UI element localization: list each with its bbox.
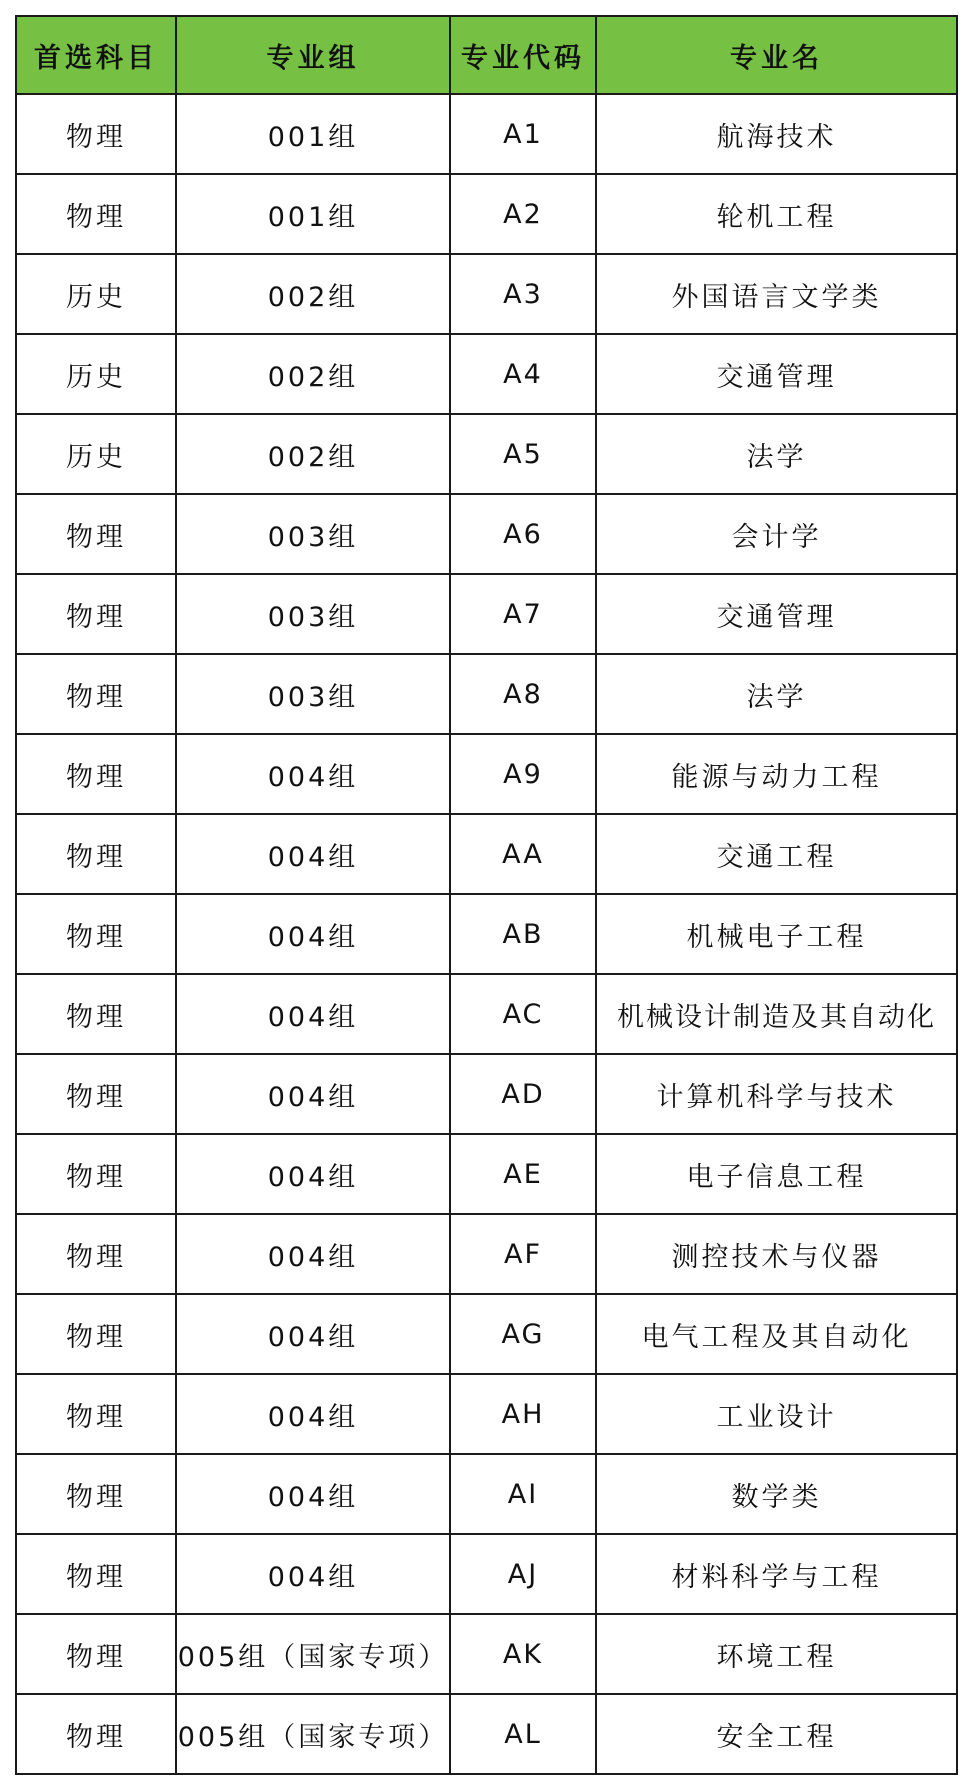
table-row xyxy=(16,654,957,734)
table-row xyxy=(16,814,957,894)
subject-cell: 物理 xyxy=(16,574,176,654)
subject-cell: 物理 xyxy=(16,1614,176,1694)
code-cell: AB xyxy=(450,894,596,974)
group-cell: 004组 xyxy=(176,734,450,814)
table-row xyxy=(16,974,957,1054)
table-row xyxy=(16,1294,957,1374)
group-cell: 004组 xyxy=(176,1214,450,1294)
group-cell: 001组 xyxy=(176,174,450,254)
code-cell: AA xyxy=(450,814,596,894)
subject-cell: 物理 xyxy=(16,1294,176,1374)
major-cell: 航海技术 xyxy=(596,94,957,174)
subject-cell: 物理 xyxy=(16,1454,176,1534)
group-cell: 002组 xyxy=(176,334,450,414)
table-body xyxy=(16,94,957,1774)
table-row xyxy=(16,1614,957,1694)
table-row xyxy=(16,1694,957,1774)
code-cell: A2 xyxy=(450,174,596,254)
table-row xyxy=(16,1134,957,1214)
subject-cell: 物理 xyxy=(16,894,176,974)
table-row xyxy=(16,1534,957,1614)
table-row xyxy=(16,334,957,414)
header-code: 专业代码 xyxy=(450,16,596,94)
group-cell: 004组 xyxy=(176,974,450,1054)
major-table-container xyxy=(15,15,956,1775)
code-cell: A5 xyxy=(450,414,596,494)
code-cell: AL xyxy=(450,1694,596,1774)
subject-cell: 物理 xyxy=(16,814,176,894)
code-cell: A7 xyxy=(450,574,596,654)
table-row xyxy=(16,94,957,174)
table-row xyxy=(16,1374,957,1454)
table-row xyxy=(16,1454,957,1534)
group-cell: 004组 xyxy=(176,1534,450,1614)
table-row xyxy=(16,574,957,654)
subject-cell: 物理 xyxy=(16,1694,176,1774)
table-header xyxy=(16,16,957,94)
subject-cell: 物理 xyxy=(16,1534,176,1614)
subject-cell: 物理 xyxy=(16,174,176,254)
major-cell: 机械电子工程 xyxy=(596,894,957,974)
table-row xyxy=(16,414,957,494)
table-row xyxy=(16,174,957,254)
subject-cell: 物理 xyxy=(16,494,176,574)
code-cell: A9 xyxy=(450,734,596,814)
major-cell: 计算机科学与技术 xyxy=(596,1054,957,1134)
table-row xyxy=(16,1214,957,1294)
table-row xyxy=(16,894,957,974)
group-cell: 004组 xyxy=(176,1294,450,1374)
code-cell: AI xyxy=(450,1454,596,1534)
major-table xyxy=(15,15,958,1775)
major-cell: 数学类 xyxy=(596,1454,957,1534)
major-cell: 电气工程及其自动化 xyxy=(596,1294,957,1374)
table-row xyxy=(16,1054,957,1134)
major-cell: 安全工程 xyxy=(596,1694,957,1774)
header-major: 专业名 xyxy=(596,16,957,94)
subject-cell: 物理 xyxy=(16,654,176,734)
code-cell: AG xyxy=(450,1294,596,1374)
group-cell: 001组 xyxy=(176,94,450,174)
major-cell: 法学 xyxy=(596,654,957,734)
subject-cell: 物理 xyxy=(16,1054,176,1134)
group-cell: 004组 xyxy=(176,1054,450,1134)
group-cell: 005组（国家专项） xyxy=(176,1694,450,1774)
code-cell: AC xyxy=(450,974,596,1054)
subject-cell: 物理 xyxy=(16,974,176,1054)
code-cell: AE xyxy=(450,1134,596,1214)
group-cell: 003组 xyxy=(176,654,450,734)
group-cell: 004组 xyxy=(176,814,450,894)
subject-cell: 物理 xyxy=(16,1374,176,1454)
subject-cell: 历史 xyxy=(16,334,176,414)
code-cell: AK xyxy=(450,1614,596,1694)
major-cell: 外国语言文学类 xyxy=(596,254,957,334)
major-cell: 法学 xyxy=(596,414,957,494)
code-cell: A4 xyxy=(450,334,596,414)
major-cell: 工业设计 xyxy=(596,1374,957,1454)
group-cell: 003组 xyxy=(176,494,450,574)
subject-cell: 物理 xyxy=(16,94,176,174)
group-cell: 004组 xyxy=(176,1454,450,1534)
header-group: 专业组 xyxy=(176,16,450,94)
header-row xyxy=(16,16,957,94)
group-cell: 004组 xyxy=(176,1134,450,1214)
code-cell: AJ xyxy=(450,1534,596,1614)
header-subject: 首选科目 xyxy=(16,16,176,94)
group-cell: 002组 xyxy=(176,254,450,334)
subject-cell: 物理 xyxy=(16,1134,176,1214)
major-cell: 交通管理 xyxy=(596,334,957,414)
group-cell: 004组 xyxy=(176,1374,450,1454)
subject-cell: 历史 xyxy=(16,414,176,494)
major-cell: 能源与动力工程 xyxy=(596,734,957,814)
group-cell: 005组（国家专项） xyxy=(176,1614,450,1694)
code-cell: AH xyxy=(450,1374,596,1454)
major-cell: 测控技术与仪器 xyxy=(596,1214,957,1294)
group-cell: 003组 xyxy=(176,574,450,654)
subject-cell: 物理 xyxy=(16,1214,176,1294)
code-cell: A6 xyxy=(450,494,596,574)
table-row xyxy=(16,494,957,574)
subject-cell: 历史 xyxy=(16,254,176,334)
code-cell: A3 xyxy=(450,254,596,334)
major-cell: 交通管理 xyxy=(596,574,957,654)
table-row xyxy=(16,254,957,334)
group-cell: 004组 xyxy=(176,894,450,974)
major-cell: 交通工程 xyxy=(596,814,957,894)
table-row xyxy=(16,734,957,814)
major-cell: 电子信息工程 xyxy=(596,1134,957,1214)
major-cell: 环境工程 xyxy=(596,1614,957,1694)
major-cell: 材料科学与工程 xyxy=(596,1534,957,1614)
major-cell: 机械设计制造及其自动化 xyxy=(596,974,957,1054)
subject-cell: 物理 xyxy=(16,734,176,814)
major-cell: 轮机工程 xyxy=(596,174,957,254)
code-cell: A1 xyxy=(450,94,596,174)
code-cell: AD xyxy=(450,1054,596,1134)
group-cell: 002组 xyxy=(176,414,450,494)
code-cell: A8 xyxy=(450,654,596,734)
code-cell: AF xyxy=(450,1214,596,1294)
major-cell: 会计学 xyxy=(596,494,957,574)
